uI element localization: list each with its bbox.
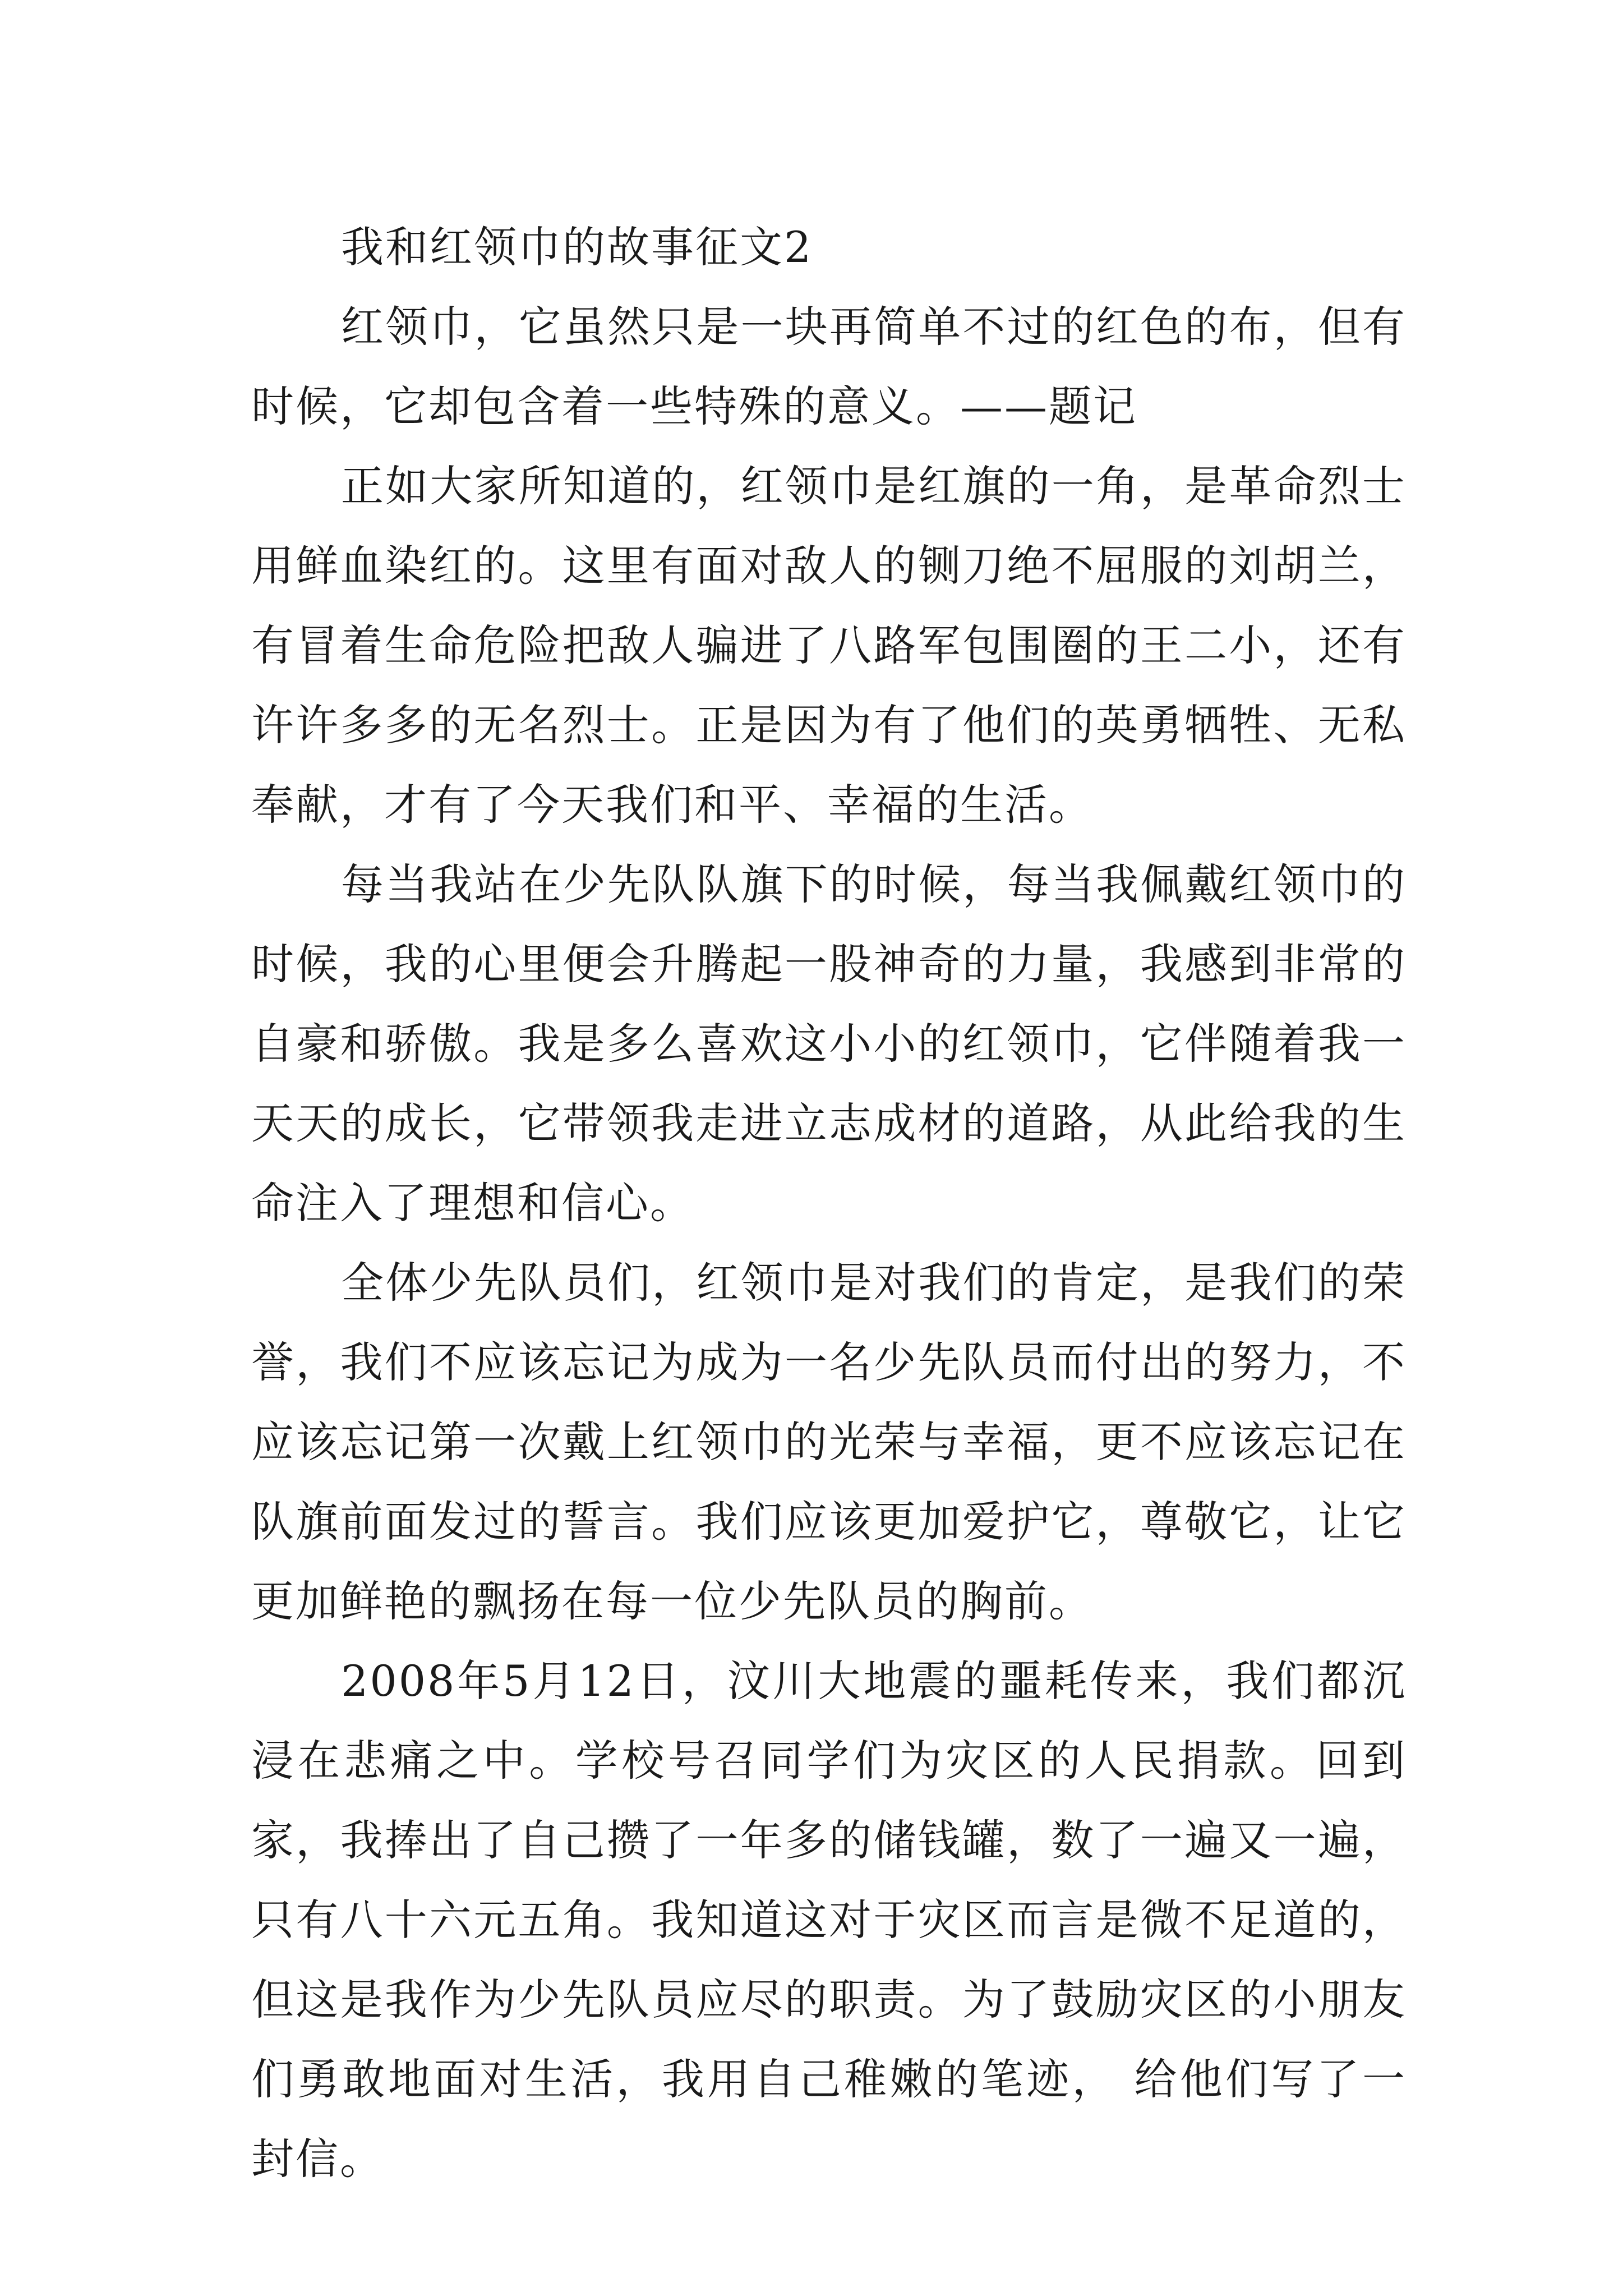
document-title: 我和红领巾的故事征文2 [341, 222, 813, 272]
paragraph-earthquake: 2008年5月12日，汶川大地震的噩耗传来，我们都沉浸在悲痛之中。学校号召同学们为灾区的人民捐款。回到家，我捧出了自己攒了一年多的储钱罐，数了一遍又一遍，只有八十六元五角。我知道这对于灾区而言是微不足道的，但这是我作为少先队员应尽的职责。为了鼓励灾区的小朋友们勇敢地面对生活，我用自己稚嫩的笔迹， 给他们写了一封信。 [251, 1656, 1407, 2184]
paragraph-epigraph: 红领巾，它虽然只是一块再简单不过的红色的布，但有时候，它却包含着一些特殊的意义。——题记 [251, 302, 1407, 431]
paragraph-pride: 每当我站在少先队队旗下的时候，每当我佩戴红领巾的时候，我的心里便会升腾起一股神奇的力量，我感到非常的自豪和骄傲。我是多么喜欢这小小的红领巾，它伴随着我一天天的成长，它带领我走进立志成材的道路，从此给我的生命注入了理想和信心。 [251, 859, 1407, 1228]
document-body [251, 208, 1407, 2199]
paragraph-martyrs: 正如大家所知道的，红领巾是红旗的一角，是革命烈士用鲜血染红的。这里有面对敌人的铡刀绝不屈服的刘胡兰，有冒着生命危险把敌人骗进了八路军包围圈的王二小，还有许许多多的无名烈士。正是因为有了他们的英勇牺牲、无私奉献，才有了今天我们和平、幸福的生活。 [251, 461, 1407, 830]
paragraph-honor: 全体少先队员们，红领巾是对我们的肯定，是我们的荣誉，我们不应该忘记为成为一名少先队员而付出的努力，不应该忘记第一次戴上红领巾的光荣与幸福，更不应该忘记在队旗前面发过的誓言。我们应该更加爱护它，尊敬它，让它更加鲜艳的飘扬在每一位少先队员的胸前。 [251, 1258, 1407, 1626]
